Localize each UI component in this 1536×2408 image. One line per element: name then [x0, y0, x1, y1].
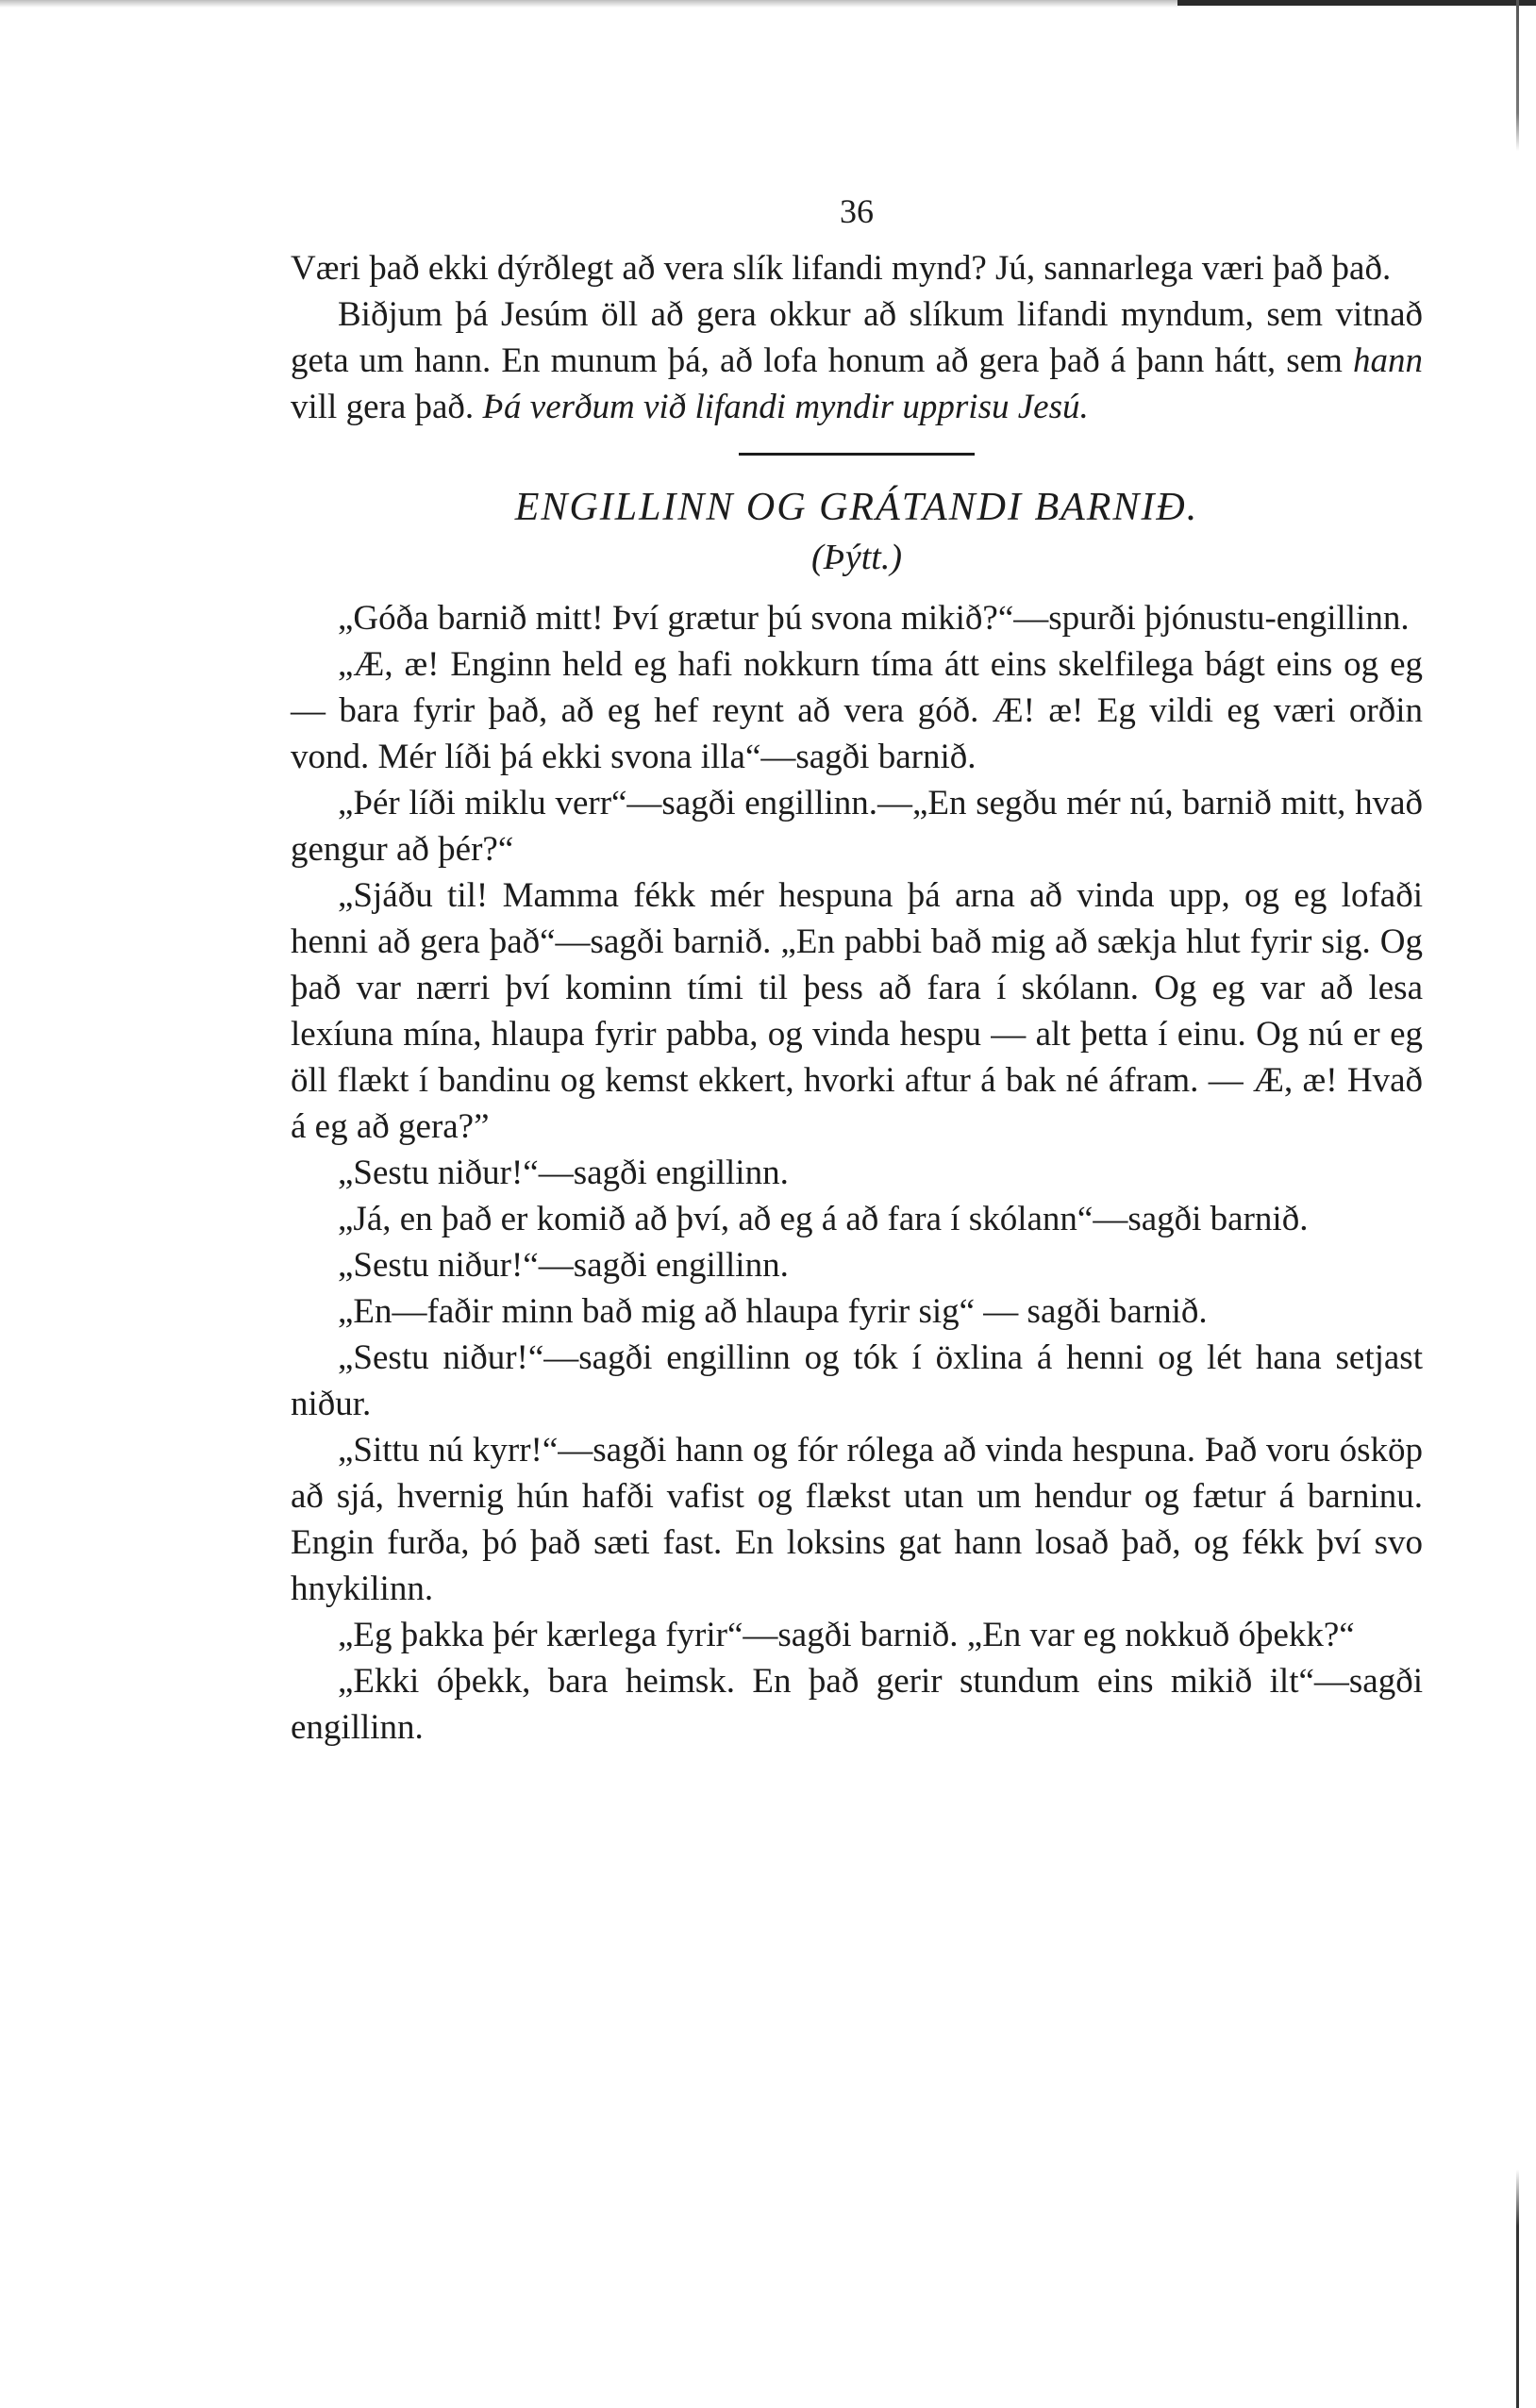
- story-paragraph: „Sittu nú kyrr!“—sagði hann og fór rólega að vinda hespuna. Það voru ósköp að sjá, hvernig hún hafði vafist og flækst utan um hendur og fætur á barninu. Engin furða, þó það sæti fast. En loksins gat hann losað það, og fékk því svo hnykilinn.: [291, 1431, 1423, 1608]
- intro-italic-ending: Þá verðum við lifandi myndir upprisu Jesú.: [482, 388, 1089, 426]
- intro-paragraph: Væri það ekki dýrðlegt að vera slík lifandi mynd? Jú, sannarlega væri það það.: [291, 249, 1392, 288]
- intro-paragraph-closing: [291, 291, 1423, 430]
- top-edge-dark-strip: [1177, 0, 1536, 6]
- intro-text: Biðjum þá Jesúm öll að gera okkur að slíkum lifandi myndum, sem vitnað geta um hann. En munum þá, að lofa honum að gera það á þann hátt, sem: [291, 295, 1423, 380]
- story-paragraph: „En—faðir minn bað mig að hlaupa fyrir sig“ — sagði barnið.: [338, 1292, 1208, 1331]
- story-paragraph: „Sestu niður!“—sagði engillinn og tók í öxlina á henni og lét hana setjast niður.: [291, 1338, 1423, 1423]
- story-paragraph: „Æ, æ! Enginn held eg hafi nokkurn tíma átt eins skelfilega bágt eins og eg — bara fyrir það, að eg hef reynt að vera góð. Æ! æ! Eg vildi eg væri orðin vond. Mér líði þá ekki svona illa“—sagði barnið.: [291, 645, 1423, 776]
- intro-text-continued: vill gera það.: [291, 388, 483, 426]
- story-paragraph: „Ekki óþekk, bara heimsk. En það gerir stundum eins mikið ilt“—sagði engillinn.: [291, 1662, 1423, 1747]
- section-title: ENGILLINN OG GRÁTANDI BARNIÐ.: [514, 486, 1199, 529]
- book-page: [291, 189, 1423, 1751]
- story-paragraph: „Sestu niður!“—sagði engillinn.: [338, 1246, 789, 1285]
- intro-italic-word: hann: [1353, 341, 1423, 380]
- page-number: 36: [840, 192, 874, 230]
- story-paragraph: „Þér líði miklu verr“—sagði engillinn.—„En segðu mér nú, barnið mitt, hvað gengur að þér?“: [291, 784, 1423, 869]
- story-paragraph: „Sestu niður!“—sagði engillinn.: [338, 1154, 789, 1192]
- story-paragraph: „Já, en það er komið að því, að eg á að fara í skólann“—sagði barnið.: [338, 1200, 1309, 1238]
- section-divider: [739, 453, 975, 456]
- section-subtitle: (Þýtt.): [810, 538, 902, 577]
- story-paragraph: „Sjáðu til! Mamma fékk mér hespuna þá arna að vinda upp, og eg lofaði henni að gera það“—sagði barnið. „En pabbi bað mig að sækja hlut fyrir sig. Og það var nærri því kominn tími til þess að fara í skólann. Og eg var að lesa lexíuna mína, hlaupa fyrir pabba, og vinda hespu — alt þetta í einu. Og nú er eg öll flækt í bandinu og kemst ekkert, hvorki aftur á bak né áfram. — Æ, æ! Hvað á eg að gera?”: [291, 876, 1423, 1146]
- story-paragraph: „Góða barnið mitt! Því grætur þú svona mikið?“—spurði þjónustu-engillinn.: [338, 599, 1410, 638]
- right-page-edge: [1516, 0, 1519, 2408]
- story-paragraph: „Eg þakka þér kærlega fyrir“—sagði barnið. „En var eg nokkuð óþekk?“: [338, 1616, 1355, 1654]
